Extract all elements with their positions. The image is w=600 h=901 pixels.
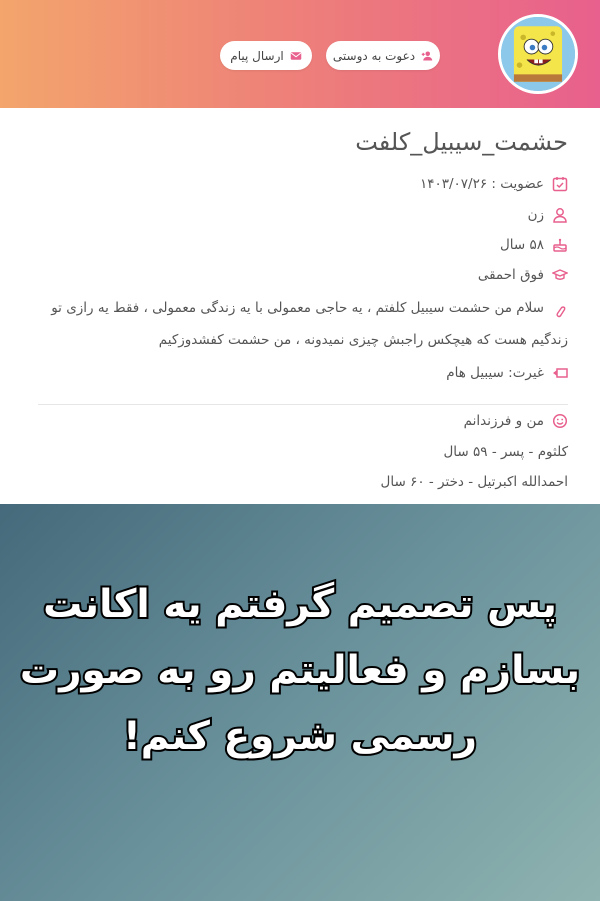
graduation-cap-icon (552, 267, 568, 283)
child-item: احمدالله اکبرتیل - دختر - ۶۰ سال (380, 474, 568, 490)
add-user-icon (421, 50, 433, 62)
education-value: فوق احمقی (477, 267, 544, 283)
flag-icon (552, 365, 568, 381)
caption-text: پس تصمیم گرفتم یه اکانت بسازم و فعالیتم رو به صورت رسمی شروع کنم! (19, 582, 581, 759)
gender-value: زن (527, 207, 544, 223)
caption-panel (0, 504, 600, 901)
age-row (500, 237, 568, 253)
user-icon (552, 207, 568, 223)
profile-name: حشمت_سیبیل_کلفت (355, 128, 568, 156)
gender-row (528, 207, 568, 223)
age-value: ۵۸ سال (499, 237, 544, 253)
education-row (478, 267, 568, 283)
membership-date: عضویت : ۱۴۰۳/۰۷/۲۶ (420, 176, 544, 192)
profile-header (0, 0, 600, 108)
membership-row (420, 176, 568, 192)
paperclip-icon (552, 300, 568, 316)
jealousy-value: غیرت: سیبیل هام (446, 365, 544, 381)
children-title: من و فرزندانم (463, 413, 544, 429)
divider (38, 404, 568, 405)
envelope-icon (290, 50, 302, 62)
send-message-label: ارسال پیام (230, 48, 284, 63)
profile-card (0, 108, 600, 504)
smile-icon (552, 413, 568, 429)
invite-friend-button[interactable] (326, 41, 440, 70)
jealousy-row (446, 365, 568, 381)
avatar[interactable] (498, 14, 578, 94)
child-item: کلثوم - پسر - ۵۹ سال (443, 444, 568, 460)
birthday-cake-icon (552, 237, 568, 253)
children-header-row (464, 413, 568, 429)
invite-friend-label: دعوت به دوستی (332, 48, 416, 63)
send-message-button[interactable] (220, 41, 312, 70)
spongebob-avatar-icon (501, 17, 575, 91)
bio-text-block (28, 292, 568, 356)
bio-text: سلام من حشمت سیبیل کلفتم ، یه حاجی معمولی با یه زندگی معمولی ، فقط یه رازی تو زندگیم هست که هیچکس راجبش چیزی نمیدونه ، من حشمت کفشدوزکیم (51, 300, 568, 348)
calendar-check-icon (552, 176, 568, 192)
